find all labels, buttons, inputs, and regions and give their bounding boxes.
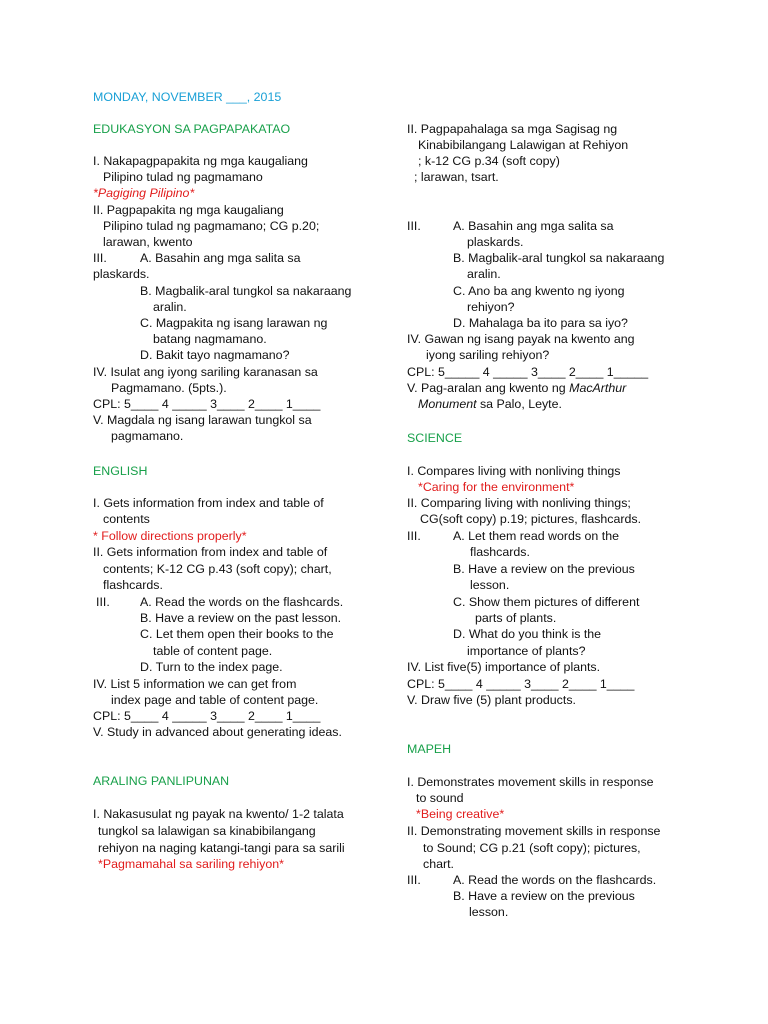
ap-procedure-step: C. Ano ba ang kwento ng iyong [453, 284, 625, 298]
science-procedure-step: flashcards. [470, 545, 530, 559]
ap-assignment-line [418, 396, 562, 412]
english-procedure-step: C. Let them open their books to the [140, 627, 334, 641]
mapeh-objective-line: I. Demonstrates movement skills in response [407, 775, 654, 789]
english-assignment: V. Study in advanced about generating ideas. [93, 725, 342, 739]
esp-evaluation-line: Pagmamano. (5pts.). [111, 381, 227, 395]
ap-subject-matter-line: ; k-12 CG p.34 (soft copy) [418, 154, 560, 168]
english-evaluation-line: IV. List 5 information we can get from [93, 677, 297, 691]
english-heading: ENGLISH [93, 464, 148, 478]
english-procedure-number: III. [96, 595, 110, 609]
english-procedure-step: table of content page. [153, 644, 273, 658]
english-subject-matter-line: II. Gets information from index and table of [93, 545, 328, 559]
ap-assignment-title: Monument [418, 397, 477, 411]
mapeh-objective-line: to sound [416, 791, 464, 805]
ap-evaluation-line: iyong sariling rehiyon? [426, 348, 550, 362]
page-date: MONDAY, NOVEMBER ___, 2015 [93, 90, 282, 104]
esp-procedure-step: plaskards. [93, 267, 150, 281]
esp-procedure-step: D. Bakit tayo nagmamano? [140, 348, 290, 362]
ap-assignment-text: sa Palo, Leyte. [476, 397, 562, 411]
science-cpl: CPL: 5____ 4 _____ 3____ 2____ 1____ [407, 677, 635, 691]
english-subject-matter-line: contents; K-12 CG p.43 (soft copy); chart, [103, 562, 332, 576]
ap-procedure-number: III. [407, 219, 421, 233]
english-evaluation-line: index page and table of content page. [111, 693, 319, 707]
ap-heading: ARALING PANLIPUNAN [93, 774, 230, 788]
ap-procedure-step: plaskards. [467, 235, 524, 249]
ap-value: *Pagmamahal sa sariling rehiyon* [98, 857, 284, 871]
ap-procedure-step: D. Mahalaga ba ito para sa iyo? [453, 316, 628, 330]
ap-assignment-title: MacArthur [569, 381, 627, 395]
mapeh-procedure-step: lesson. [469, 905, 509, 919]
esp-procedure-step: batang nagmamano. [153, 332, 267, 346]
science-procedure-number: III. [407, 529, 421, 543]
esp-procedure-step: A. Basahin ang mga salita sa [140, 251, 301, 265]
mapeh-heading: MAPEH [407, 742, 452, 756]
ap-assignment-line [407, 380, 626, 396]
esp-value: *Pagiging Pilipino* [93, 186, 195, 200]
ap-objective-line: I. Nakasusulat ng payak na kwento/ 1-2 talata [93, 807, 344, 821]
esp-subject-matter-line: larawan, kwento [103, 235, 193, 249]
esp-procedure-number: III. [93, 251, 107, 265]
esp-subject-matter-line: II. Pagpapakita ng mga kaugaliang [93, 203, 284, 217]
ap-subject-matter-line: II. Pagpapahalaga sa mga Sagisag ng [407, 122, 618, 136]
english-procedure-step: A. Read the words on the flashcards. [140, 595, 344, 609]
science-subject-matter-line: II. Comparing living with nonliving things; [407, 496, 631, 510]
esp-procedure-step: C. Magpakita ng isang larawan ng [140, 316, 328, 330]
esp-procedure-step: aralin. [153, 300, 187, 314]
ap-subject-matter-line: Kinabibilangang Lalawigan at Rehiyon [418, 138, 629, 152]
science-procedure-step: A. Let them read words on the [453, 529, 619, 543]
esp-heading: EDUKASYON SA PAGPAPAKATAO [93, 122, 291, 136]
science-procedure-step: C. Show them pictures of different [453, 595, 640, 609]
mapeh-procedure-step: A. Read the words on the flashcards. [453, 873, 657, 887]
ap-procedure-step: B. Magbalik-aral tungkol sa nakaraang [453, 251, 665, 265]
science-procedure-step: parts of plants. [475, 611, 557, 625]
mapeh-subject-matter-line: to Sound; CG p.21 (soft copy); pictures, [423, 841, 641, 855]
mapeh-value: *Being creative* [416, 807, 505, 821]
english-subject-matter-line: flashcards. [103, 578, 163, 592]
english-value: * Follow directions properly* [93, 529, 247, 543]
ap-procedure-step: rehiyon? [467, 300, 515, 314]
ap-evaluation-line: IV. Gawan ng isang payak na kwento ang [407, 332, 635, 346]
science-evaluation: IV. List five(5) importance of plants. [407, 660, 601, 674]
esp-cpl: CPL: 5____ 4 _____ 3____ 2____ 1____ [93, 397, 321, 411]
science-subject-matter-line: CG(soft copy) p.19; pictures, flashcards. [420, 512, 642, 526]
english-procedure-step: B. Have a review on the past lesson. [140, 611, 342, 625]
mapeh-subject-matter-line: chart. [423, 857, 454, 871]
mapeh-procedure-number: III. [407, 873, 421, 887]
english-procedure-step: D. Turn to the index page. [140, 660, 283, 674]
mapeh-subject-matter-line: II. Demonstrating movement skills in response [407, 824, 661, 838]
ap-objective-line: tungkol sa lalawigan sa kinabibilangang [98, 824, 316, 838]
science-assignment: V. Draw five (5) plant products. [407, 693, 576, 707]
esp-subject-matter-line: Pilipino tulad ng pagmamano; CG p.20; [103, 219, 320, 233]
esp-procedure-step: B. Magbalik-aral tungkol sa nakaraang [140, 284, 352, 298]
science-value: *Caring for the environment* [418, 480, 575, 494]
ap-procedure-step: A. Basahin ang mga salita sa [453, 219, 614, 233]
ap-objective-line: rehiyon na naging katangi-tangi para sa sarili [98, 841, 345, 855]
ap-procedure-step: aralin. [467, 267, 501, 281]
ap-subject-matter-line: ; larawan, tsart. [414, 170, 499, 184]
science-procedure-step: importance of plants? [467, 644, 586, 658]
science-heading: SCIENCE [407, 431, 463, 445]
science-procedure-step: B. Have a review on the previous [453, 562, 635, 576]
esp-objective-line: Pilipino tulad ng pagmamano [103, 170, 263, 184]
esp-assignment-line: pagmamano. [111, 429, 184, 443]
english-objective-line: I. Gets information from index and table of [93, 496, 324, 510]
science-procedure-step: D. What do you think is the [453, 627, 602, 641]
mapeh-procedure-step: B. Have a review on the previous [453, 889, 635, 903]
esp-assignment-line: V. Magdala ng isang larawan tungkol sa [93, 413, 312, 427]
esp-evaluation-line: IV. Isulat ang iyong sariling karanasan sa [93, 365, 318, 379]
science-objective: I. Compares living with nonliving things [407, 464, 621, 478]
science-procedure-step: lesson. [470, 578, 510, 592]
ap-cpl: CPL: 5_____ 4 _____ 3____ 2____ 1_____ [407, 365, 649, 379]
esp-objective-line: I. Nakapagpapakita ng mga kaugaliang [93, 154, 308, 168]
ap-assignment-text: V. Pag-aralan ang kwento ng [407, 381, 570, 395]
english-cpl: CPL: 5____ 4 _____ 3____ 2____ 1____ [93, 709, 321, 723]
english-objective-line: contents [103, 512, 150, 526]
